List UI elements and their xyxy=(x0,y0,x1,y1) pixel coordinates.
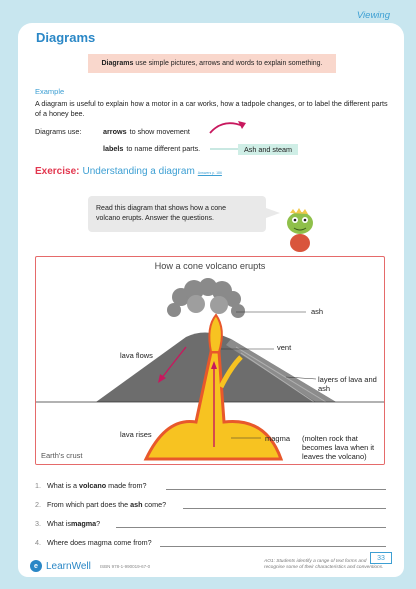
ash-cloud-icon xyxy=(167,278,245,318)
use-labels-text: to name different parts. xyxy=(126,144,201,153)
question-keyword: ash xyxy=(130,500,143,509)
question-number: 4. xyxy=(35,538,41,547)
question-text: Where does magma come from? xyxy=(47,538,152,547)
label-magma: magma xyxy=(265,434,291,443)
answer-line-3[interactable] xyxy=(116,527,386,528)
question-keyword: volcano xyxy=(78,481,107,490)
diagram-title: How a cone volcano erupts xyxy=(154,261,266,271)
exercise-title: Understanding a diagram xyxy=(82,166,195,177)
question-3 xyxy=(35,519,100,528)
learnwell-logo-icon: e xyxy=(30,560,42,572)
use-labels-term: labels xyxy=(103,144,124,153)
answer-line-1[interactable] xyxy=(166,489,386,490)
label-earth-crust: Earth's crust xyxy=(41,451,83,460)
question-text: From which part does the xyxy=(47,500,129,509)
question-keyword: magma xyxy=(70,519,97,528)
answers-ref-link[interactable]: Answers p. 186 xyxy=(197,171,222,175)
worksheet-page xyxy=(18,23,404,577)
label-vent: vent xyxy=(277,343,292,352)
definition-term: Diagrams xyxy=(101,60,134,67)
answer-line-2[interactable] xyxy=(183,508,386,509)
label-ash: ash xyxy=(311,307,324,316)
answer-line-4[interactable] xyxy=(160,546,386,547)
label-lava-rises: lava rises xyxy=(120,430,152,439)
dinosaur-mascot-icon xyxy=(287,208,313,252)
question-1 xyxy=(35,481,147,490)
speech-text: Read this diagram that shows how a cone volcano erupts. Answer the questions. xyxy=(96,205,226,222)
curriculum-note: AO1: Students identify a range of text forms and recognise some of their characteristics and conventions. xyxy=(264,559,384,570)
example-label: Example xyxy=(35,87,65,96)
volcano-diagram xyxy=(35,256,385,465)
use-arrows-text: to show movement xyxy=(129,127,190,136)
footer-brand xyxy=(30,560,150,572)
question-text-end: come? xyxy=(144,500,167,509)
question-2 xyxy=(35,500,166,509)
question-text-end: ? xyxy=(96,519,101,528)
question-text: What is a xyxy=(47,481,77,490)
question-number: 2. xyxy=(35,500,41,509)
page-number: 33 xyxy=(370,552,392,564)
label-example-tag: Ash and steam xyxy=(238,144,298,155)
uses-label: Diagrams use: xyxy=(35,127,82,136)
question-number: 3. xyxy=(35,519,41,528)
label-lava-flows: lava flows xyxy=(120,351,153,360)
example-text: A diagram is useful to explain how a motor in a car works, how a tadpole changes, or to label the different parts of a honey bee. xyxy=(35,99,388,118)
exercise-label: Exercise: xyxy=(35,166,80,177)
use-arrows-term: arrows xyxy=(103,127,127,136)
question-4 xyxy=(35,538,152,547)
section-label: Viewing xyxy=(356,10,390,21)
lava-vent xyxy=(209,315,222,352)
speech-tail xyxy=(266,208,280,218)
mascot-layer xyxy=(18,23,404,263)
isbn: ISBN 978-1-990019-67-0 xyxy=(99,563,151,569)
label-layers: layers of lava and ash xyxy=(318,375,377,393)
label-magma-desc: (molten rock that becomes lava when it leaves the volcano) xyxy=(302,434,375,461)
question-number: 1. xyxy=(35,481,41,490)
definition-text: use simple pictures, arrows and words to explain something. xyxy=(135,60,323,67)
question-text: What is xyxy=(47,519,71,528)
page-title: Diagrams xyxy=(36,30,96,45)
question-text-end: made from? xyxy=(108,481,147,490)
brand-name: LearnWell xyxy=(46,560,91,572)
